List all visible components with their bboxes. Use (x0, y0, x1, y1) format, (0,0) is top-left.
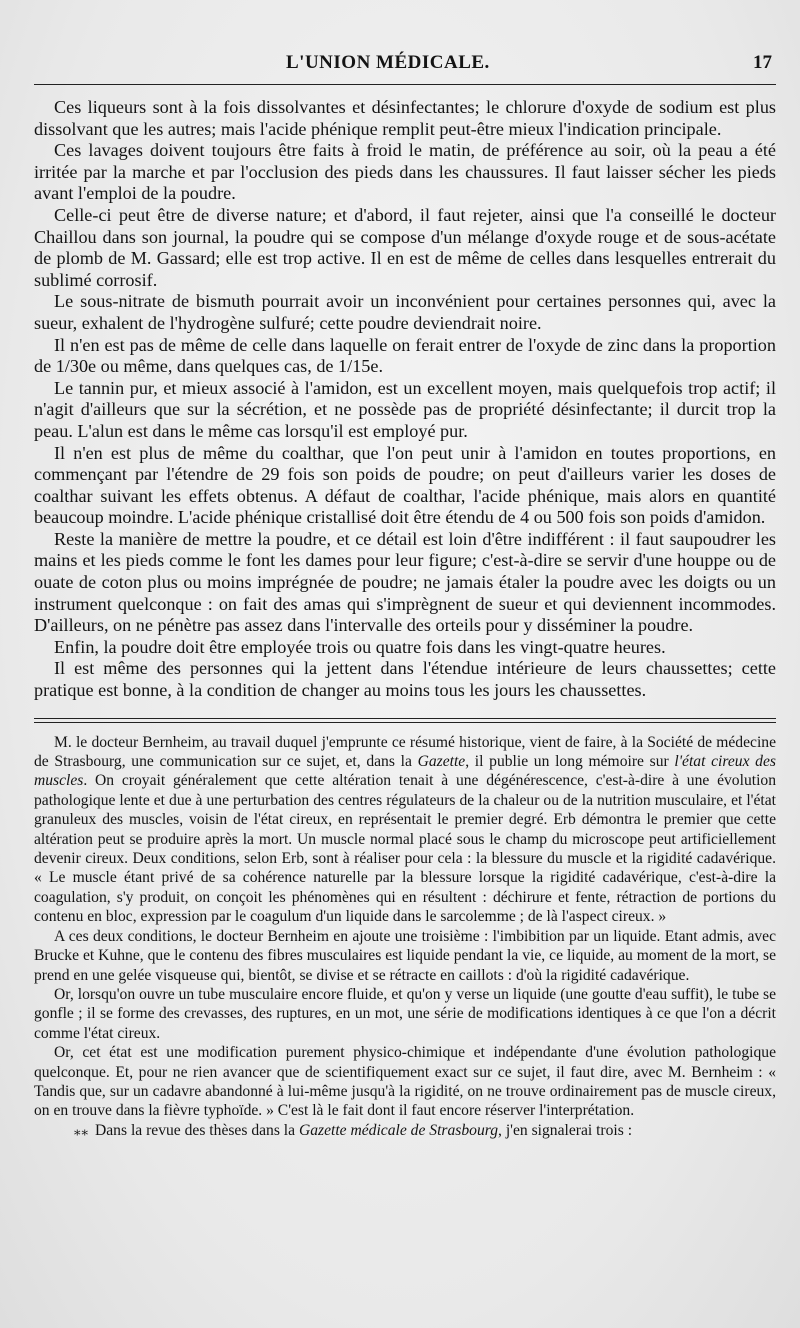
note-paragraph: A ces deux conditions, le docteur Bernheim en ajoute une troisième : l'imbibition par un liquide. Etant admis, avec Brucke et Kuhne, que le contenu des fibres musculaires est liquide pendant la vie, ce liquide, au moment de la mort, se prend en une gelée visqueuse qui, bientôt, se divise et se rétracte en caillots : d'où la rigidité cadavérique. (34, 927, 776, 984)
section-divider (34, 718, 776, 723)
note-text: Dans la revue des thèses dans la (95, 1121, 299, 1139)
note-italic-text: Gazette (417, 753, 466, 771)
running-header (34, 52, 776, 82)
note-text: , j'en signalerai trois : (498, 1121, 633, 1139)
paragraph: Ces lavages doivent toujours être faits à froid le matin, de préférence au soir, où la peau a été irritée par la marche et par l'occlusion des pieds dans les chaussures. Il faut laisser sécher les pieds avant l'emploi de la poudre. (34, 140, 776, 204)
paragraph: Le tannin pur, et mieux associé à l'amidon, est un excellent moyen, mais quelquefois trop actif; il n'agit d'ailleurs que sur la sécrétion, et ne possède pas de propriété désinfectante; il durcit trop la peau. L'alun est dans le même cas lorsqu'il est employé pur. (34, 377, 776, 441)
paragraph: Reste la manière de mettre la poudre, et ce détail est loin d'être indifférent : il faut saupoudrer les mains et les pieds comme le font les dames pour leur figure; c'est-à-dire se servir d'une houppe ou de ouate de coton plus ou moins imprégnée de poudre; ne jamais étaler la poudre avec les doigts ou un instrument quelconque : on fait des amas qui s'imprègnent de sueur et qui deviennent incommodes. D'ailleurs, on ne pénètre pas assez dans l'intervalle des orteils pour y disséminer la poudre. (34, 528, 776, 636)
note-text: . On croyait généralement que cette altération tenait à une dégénérescence, c'est-à-dire à une évolution pathologique lente et due à une perturbation des centres régulateurs de la chaleur ou de la nutrition musculaire, et l'état granuleux des muscles, voisin de l'état cireux, en représentait le premier degré. Erb démontra le premier que cette altération peut se produire après la mort. Un muscle normal placé sous le champ du microscope peut artificiellement devenir cireux. Deux conditions, selon Erb, sont à réaliser pour cela : la blessure du muscle et la rigidité cadavérique. « Le muscle étant privé de sa cohérence naturelle par la blessure lorsque la rigidité cadavérique, c'est-à-dire la coagulation, s'y produit, on conçoit les phénomènes qui en résultent : déchirure et fente, rétraction de portions du contenu en bloc, expression par le coagulum d'un liquide dans le sarcolemme ; de là l'aspect cireux. » (34, 772, 776, 926)
paragraph: Il n'en est pas de même de celle dans laquelle on ferait entrer de l'oxyde de zinc dans la proportion de 1/30e ou même, dans quelques cas, de 1/15e. (34, 334, 776, 377)
paragraph: Enfin, la poudre doit être employée trois ou quatre fois dans les vingt-quatre heures. (54, 636, 666, 657)
paragraph: Le sous-nitrate de bismuth pourrait avoir un inconvénient pour certaines personnes qui, avec la sueur, exhalent de l'hydrogène sulfuré; cette poudre deviendrait noire. (34, 291, 776, 333)
header-rule (34, 84, 776, 85)
journal-title: L'UNION MÉDICALE. (286, 52, 490, 73)
notes-section (34, 733, 776, 1141)
asterism-mark: ⁎⁎ (74, 1122, 89, 1138)
note-text: , il publie un long mémoire sur (465, 753, 675, 771)
note-italic-text: Gazette médicale de Strasbourg (298, 1121, 499, 1139)
paragraph: Celle-ci peut être de diverse nature; et d'abord, il faut rejeter, ainsi que l'a conseillé le docteur Chaillou dans son journal, la poudre qui se compose d'un mélange d'oxyde rouge et de sous-acétate de plomb de M. Gassard; elle est trop active. Il en est de même de celles dans lesquelles entrerait du sublimé corrosif. (34, 204, 776, 290)
note-paragraph: Or, cet état est une modification purement physico-chimique et indépendante d'une évolution pathologique quelconque. Et, pour ne rien avancer que de scientifiquement exact sur ce sujet, il faut dire, avec M. Bernheim : « Tandis que, sur un cadavre abandonné à lui-même jusqu'à la rigidité, on ne trouve ordinairement pas de muscle cireux, on en trouve dans la fièvre typhoïde. » C'est là le fait dont il faut encore réserver l'interprétation. (34, 1044, 776, 1120)
note-paragraph (34, 733, 776, 927)
note-paragraph (34, 1121, 776, 1140)
note-text: M. le docteur Bernheim, au travail duquel j'emprunte ce résumé historique, vient de faire, à la Société de médecine de Strasbourg, une communication sur ce sujet, et, dans la (34, 733, 776, 771)
note-paragraph: Or, lorsqu'on ouvre un tube musculaire encore fluide, et qu'on y verse un liquide (une goutte d'eau suffit), le tube se gonfle ; il se forme des crevasses, des ruptures, en un mot, une série de modifications identiques à ce que l'on a décrit comme l'état cireux. (34, 985, 776, 1042)
paragraph: Il n'en est plus de même du coalthar, que l'on peut unir à l'amidon en toutes proportions, en commençant par l'étendre de 29 fois son poids de poudre; on peut d'ailleurs varier les doses de coalthar suivant les effets obtenus. A défaut de coalthar, l'acide phénique, mais alors en quantité beaucoup moindre. L'acide phénique cristallisé doit être étendu de 4 ou 500 fois son poids d'amidon. (34, 442, 776, 528)
paragraph: Il est même des personnes qui la jettent dans l'étendue intérieure de leurs chaussettes; cette pratique est bonne, à la condition de changer au moins tous les jours les chaussettes. (34, 658, 776, 701)
main-text (34, 97, 776, 702)
note-italic-text: l'état cireux des muscles (34, 753, 776, 790)
paragraph: Ces liqueurs sont à la fois dissolvantes et désinfectantes; le chlorure d'oxyde de sodium est plus dissolvant que les autres; mais l'acide phénique remplit peut-être mieux l'indication principale. (34, 97, 776, 139)
page-number: 17 (753, 52, 772, 73)
